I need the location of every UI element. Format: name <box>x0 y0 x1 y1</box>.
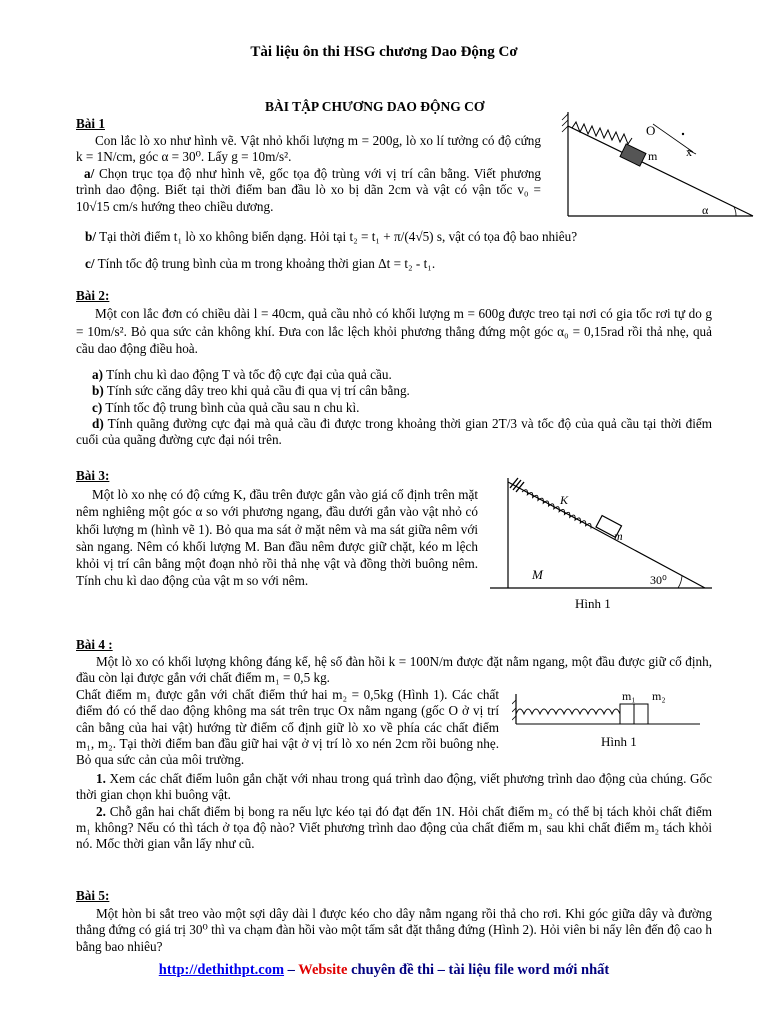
mass-m1 <box>620 704 634 724</box>
bai1-heading: Bài 1 <box>76 116 105 131</box>
mass-m2 <box>634 704 648 724</box>
bai4-items <box>76 771 712 852</box>
item-label: d) <box>92 415 104 431</box>
bai1-a-label: a/ <box>84 166 95 181</box>
item-text: Tính quãng đường cực đại mà quả cầu đi được trong khoảng thời gian 2T/3 và tốc độ của quả cầu tại thời điểm cuối của quãng đường cực đại nói trên. <box>76 415 713 448</box>
fig-label-O: O <box>646 123 656 138</box>
item-label: c) <box>92 399 103 415</box>
item-text: Chỗ gắn hai chất điểm bị bong ra nếu lực kéo tại đó đạt đến 1N. Hỏi chất điểm m₂ có thể bị tách khỏi chất điểm m₁ không? Nếu có thì tách ở tọa độ nào? Viết phương trình dao động của chất điểm m₁ sau khi chất điểm m₂ tách khỏi nó. Mốc thời gian vẫn lấy như cũ. <box>76 803 713 852</box>
header-title: Tài liệu ôn thi HSG chương Dao Động Cơ <box>250 44 518 60</box>
bai1-part-a <box>76 166 541 215</box>
main-title: BÀI TẬP CHƯƠNG DAO ĐỘNG CƠ <box>265 99 485 114</box>
fig-label-angle: 30⁰ <box>650 573 667 587</box>
fig-label-K: K <box>560 493 569 507</box>
bai4-spring-figure <box>512 688 702 728</box>
item-text: Xem các chất điểm luôn gắn chặt với nhau trong quá trình dao động, viết phương trình dao động của chúng. Gốc thời gian chọn khi buông vật. <box>76 771 712 803</box>
footer-tagline: chuyên đề thi – tài liệu file word mới nhất <box>347 962 610 978</box>
spring-shape <box>516 709 620 714</box>
item-label: 2. <box>96 803 106 819</box>
bai3-wedge-figure <box>490 474 715 596</box>
bai1-b-label: b/ <box>85 229 96 244</box>
fig-label-m1: m₁ <box>622 689 636 703</box>
bai2-items <box>76 367 712 448</box>
bai1-a-text: Chọn trục tọa độ như hình vẽ, gốc tọa độ trùng với vị trí cân bằng. Viết phương trình dao động. Biết tại thời điểm ban đầu lò xo bị dãn 2cm và vật có vận tốc v₀ = 10√15 cm/s hướng theo chiều dương. <box>76 166 542 214</box>
bai4-item <box>76 771 712 804</box>
item-text: Tính sức căng dây treo khi quả cầu đi qua vị trí cân bằng. <box>106 383 410 399</box>
block-m <box>620 144 646 166</box>
bai1-incline-figure <box>558 106 758 221</box>
bai3-heading: Bài 3: <box>76 468 110 483</box>
bai1-c-label: c/ <box>85 256 95 271</box>
item-label: b) <box>92 383 104 399</box>
bai2-intro: Một con lắc đơn có chiều dài l = 40cm, quả cầu nhỏ có khối lượng m = 600g được treo tại nơi có gia tốc rơi tự do g = 10m/s². Bỏ qua sức cản không khí. Đưa con lắc lệch khỏi phương thẳng đứng một góc α₀ = 0,15rad rồi thả nhẹ, quả cầu dao động điều hoà. <box>76 306 712 357</box>
footer-link[interactable]: http://dethithpt.com <box>158 962 285 978</box>
item-label: a) <box>92 367 103 382</box>
bai2-item <box>76 383 712 399</box>
item-text: Tính tốc độ trung bình của quả cầu sau n chu kì. <box>105 399 360 415</box>
bai2-item <box>76 367 712 383</box>
fig-label-m: m <box>648 149 658 163</box>
bai4-setup: Chất điểm m₁ được gắn với chất điểm thứ hai m₂ = 0,5kg (Hình 1). Các chất điểm đó có thể dao động không ma sát trên trục Ox nằm ngang (gốc O ở vị trí cân bằng của hai vật) hướng từ điểm cố định giữ lò xo về phía các chất điểm m₁, m₂. Tại thời điểm ban đầu giữ hai vật ở vị trí lò xo nén 2cm rồi buông nhẹ. Bỏ qua sức cản của môi trường. <box>76 687 499 768</box>
spring-shape <box>572 122 632 144</box>
bai4-item <box>76 804 712 853</box>
hatching <box>562 114 568 132</box>
footer-website: Website <box>298 962 348 978</box>
bai1-part-c <box>85 256 435 272</box>
item-text: Tính chu kì dao động T và tốc độ cực đại của quả cầu. <box>106 367 392 382</box>
bai1-part-b <box>85 229 577 245</box>
bai3-figure-caption: Hình 1 <box>575 596 611 611</box>
bai2-item <box>76 400 712 416</box>
bai5-heading: Bài 5: <box>76 888 110 903</box>
bai3-body: Một lò xo nhẹ có độ cứng K, đầu trên được gắn vào giá cố định trên mặt nêm nghiêng một góc α so với phương ngang, đầu dưới gắn vào vật nhỏ có khối lượng m (hình vẽ 1). Bỏ qua ma sát ở mặt nêm và ma sát giữa nêm với sàn ngang. Nêm có khối lượng M. Ban đầu nêm được giữ chặt, kéo m lệch khỏi vị trí cân bằng một đoạn nhỏ rồi thả nhẹ vật và đồng thời buông nêm. Tính chu kì dao động của vật m so với nêm. <box>76 487 478 589</box>
fig-label-M: M <box>532 567 543 582</box>
bai4-heading: Bài 4 : <box>76 637 113 652</box>
document-header <box>0 44 768 60</box>
fig-label-m2: m₂ <box>652 689 666 703</box>
footer-dash: – <box>284 962 299 978</box>
fig-label-x: x <box>686 145 692 159</box>
document-footer <box>0 962 768 978</box>
bai1-intro: Con lắc lò xo như hình vẽ. Vật nhỏ khối lượng m = 200g, lò xo lí tưởng có độ cứng k = 1N/cm, góc α = 30⁰. Lấy g = 10m/s². <box>76 133 541 165</box>
bai5-body: Một hòn bi sắt treo vào một sợi dây dài l được kéo cho dây nằm ngang rồi thả cho rơi. Khi góc giữa dây và đường thẳng đứng có giá trị 30⁰ thì va chạm đàn hồi vào một tấm sắt đặt thẳng đứng (Hình 2). Hỏi viên bi nẩy lên đến độ cao h bằng bao nhiêu? <box>76 906 712 954</box>
bai4-figure-caption: Hình 1 <box>601 734 637 749</box>
item-label: 1. <box>96 771 106 786</box>
bai2-item <box>76 416 712 449</box>
fig-label-m: m <box>614 529 623 543</box>
bai1-c-text: Tính tốc độ trung bình của m trong khoảng thời gian Δt = t₂ - t₁. <box>97 256 436 271</box>
bai4-intro: Một lò xo có khối lượng không đáng kể, hệ số đàn hồi k = 100N/m được đặt nằm ngang, một đầu được giữ cố định, đầu còn lại được gắn với chất điểm m₁ = 0,5 kg. <box>76 654 712 686</box>
bai2-heading: Bài 2: <box>76 288 110 303</box>
bai1-b-text: Tại thời điểm t₁ lò xo không biến dạng. Hỏi tại t₂ = t₁ + π/(4√5) s, vật có tọa độ bao nhiêu? <box>99 229 578 244</box>
fig-label-alpha: α <box>702 203 709 217</box>
